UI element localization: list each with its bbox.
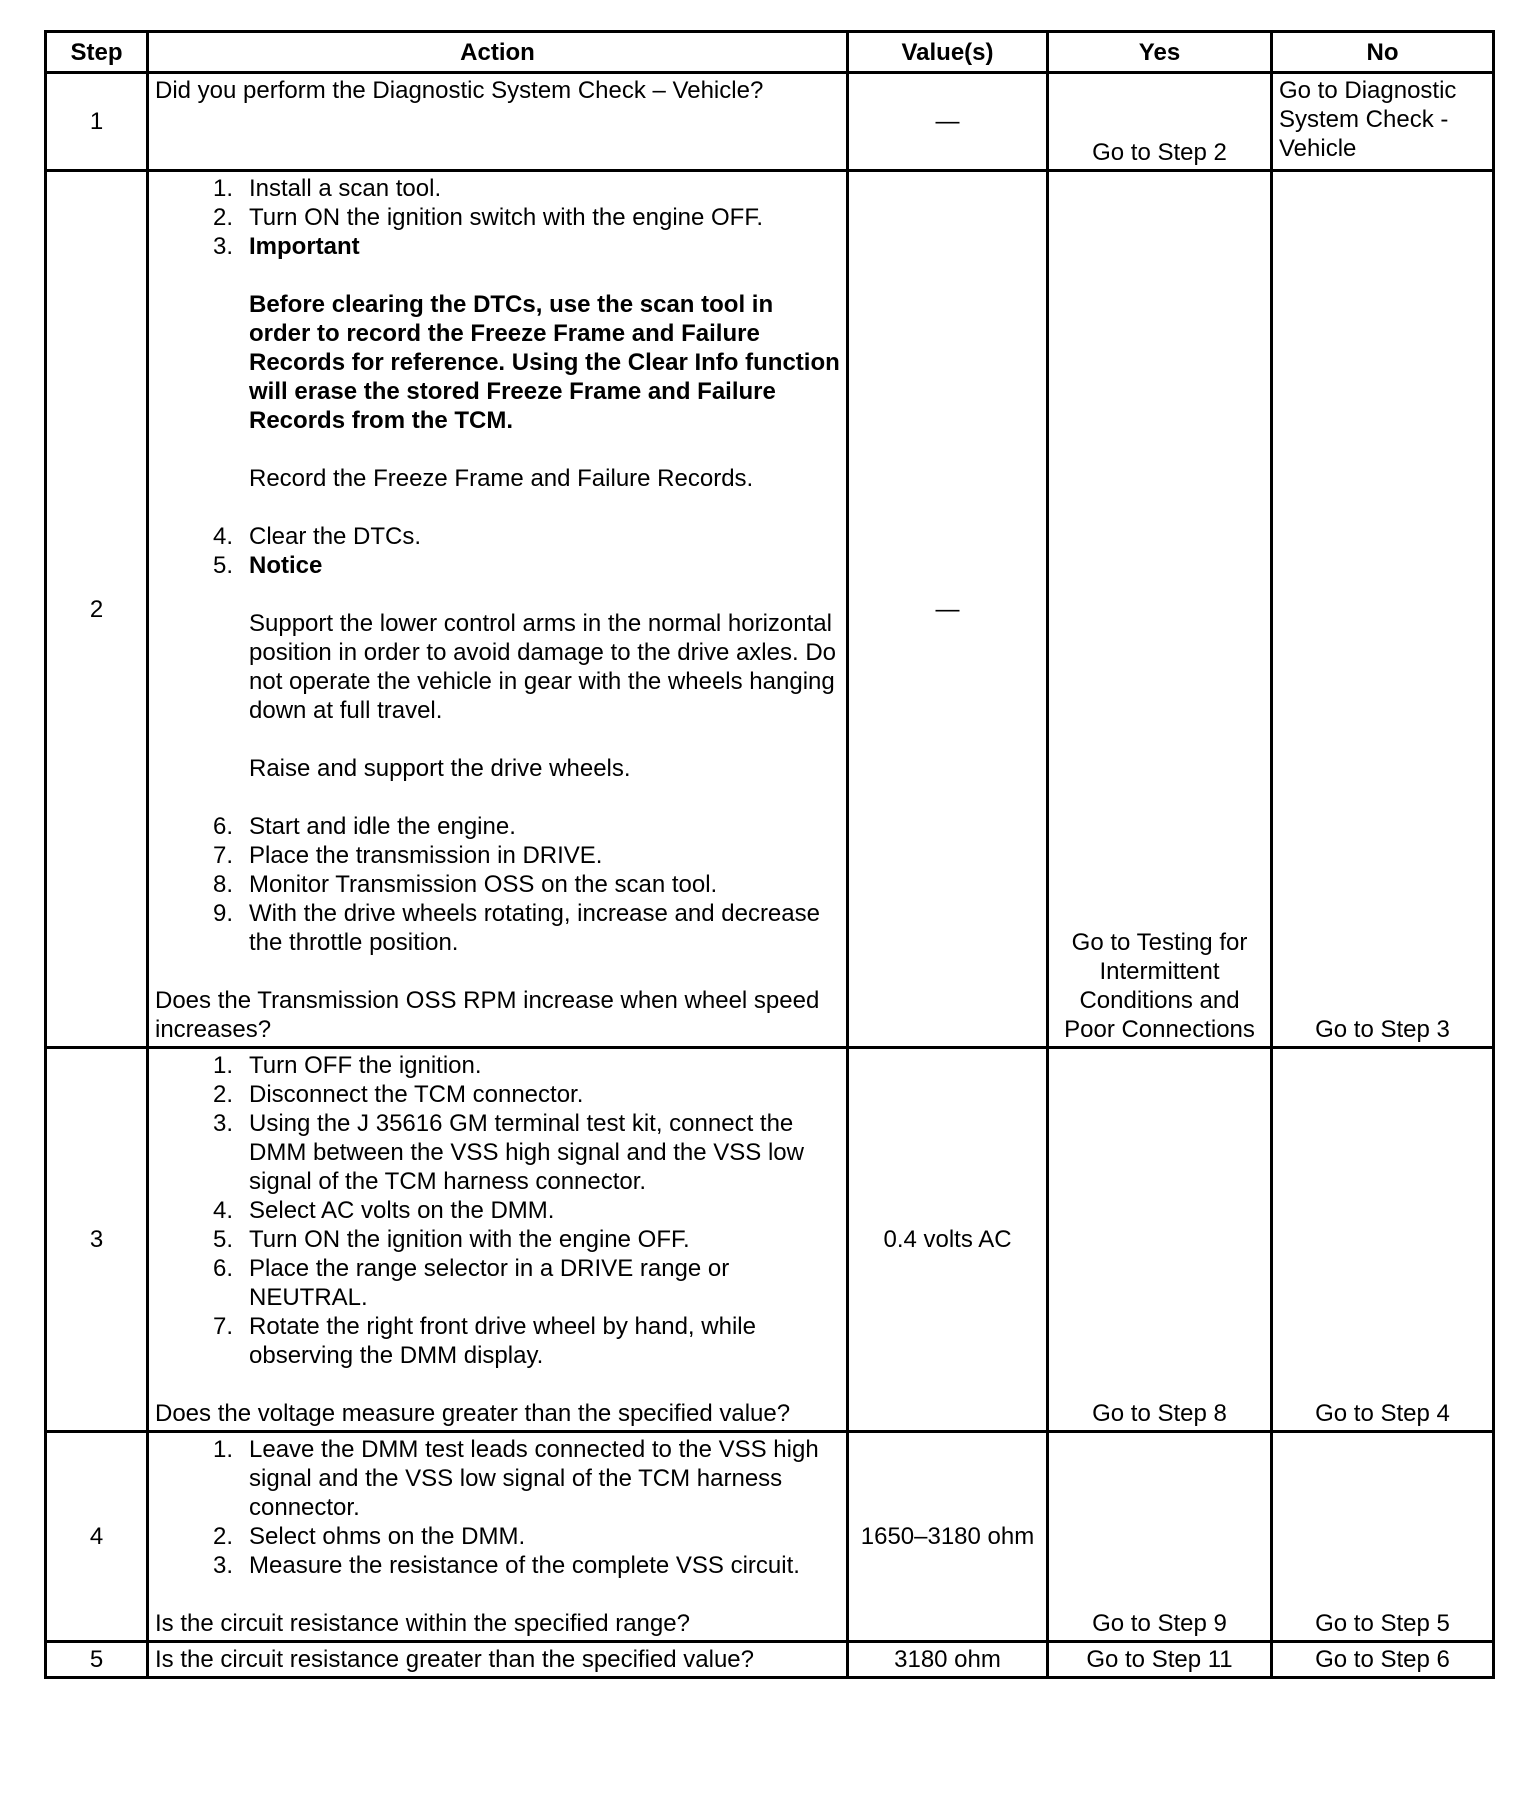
table-row — [46, 1048, 1494, 1432]
list-item: 4. Clear the DTCs. — [212, 523, 422, 550]
action-cell — [148, 1642, 848, 1678]
value-cell: 3180 ohm — [848, 1642, 1048, 1678]
action-cell — [148, 73, 848, 171]
list-item: 3. Using the J 35616 GM terminal test kit, connect the DMM between the VSS high signal and the VSS low signal of the TCM harness connector. — [212, 1110, 804, 1195]
important-label: Important — [249, 233, 360, 260]
yes-cell: Go to Step 8 — [1048, 1048, 1272, 1432]
list-item: 2. Turn ON the ignition switch with the engine OFF. — [212, 204, 764, 231]
yes-cell: Go to Step 9 — [1048, 1432, 1272, 1642]
step-number: 1 — [46, 73, 148, 171]
action-cell — [148, 1432, 848, 1642]
list-item: 8. Monitor Transmission OSS on the scan tool. — [212, 871, 718, 898]
list-item: 1. Install a scan tool. — [212, 175, 442, 202]
table-row — [46, 1432, 1494, 1642]
action-question: Does the voltage measure greater than the specified value? — [155, 1400, 791, 1427]
diagnostic-table — [44, 30, 1495, 1679]
action-question: Does the Transmission OSS RPM increase when wheel speed increases? — [155, 987, 820, 1043]
list-item: 1. Leave the DMM test leads connected to the VSS high signal and the VSS low signal of the TCM harness connector. — [212, 1436, 819, 1521]
action-cell — [148, 171, 848, 1048]
no-cell: Go to Step 6 — [1272, 1642, 1494, 1678]
header-action: Action — [148, 32, 848, 73]
no-cell: Go to Diagnostic System Check - Vehicle — [1272, 73, 1494, 171]
header-values: Value(s) — [848, 32, 1048, 73]
yes-cell: Go to Step 2 — [1048, 73, 1272, 171]
notice-action: Raise and support the drive wheels. — [249, 755, 631, 782]
list-item: 6. Place the range selector in a DRIVE range or NEUTRAL. — [212, 1255, 730, 1311]
table-row — [46, 1642, 1494, 1678]
yes-cell: Go to Testing for Intermittent Conditions and Poor Connections — [1048, 171, 1272, 1048]
list-item: 3. Important — [155, 232, 840, 261]
action-question: Is the circuit resistance greater than the specified value? — [155, 1646, 754, 1673]
table-row — [46, 73, 1494, 171]
step-number: 3 — [46, 1048, 148, 1432]
list-item: 9. With the drive wheels rotating, increase and decrease the throttle position. — [212, 900, 820, 956]
action-cell — [148, 1048, 848, 1432]
no-cell: Go to Step 5 — [1272, 1432, 1494, 1642]
value-cell: — — [848, 73, 1048, 171]
step-number: 4 — [46, 1432, 148, 1642]
yes-cell: Go to Step 11 — [1048, 1642, 1272, 1678]
step-number: 2 — [46, 171, 148, 1048]
step-number: 5 — [46, 1642, 148, 1678]
no-cell: Go to Step 3 — [1272, 171, 1494, 1048]
header-yes: Yes — [1048, 32, 1272, 73]
important-action: Record the Freeze Frame and Failure Records. — [249, 465, 754, 492]
header-no: No — [1272, 32, 1494, 73]
no-cell: Go to Step 4 — [1272, 1048, 1494, 1432]
notice-label: Notice — [249, 552, 323, 579]
list-item: 4. Select AC volts on the DMM. — [212, 1197, 555, 1224]
list-item: 2. Disconnect the TCM connector. — [212, 1081, 584, 1108]
list-item: 1. Turn OFF the ignition. — [212, 1052, 482, 1079]
list-item: 7. Rotate the right front drive wheel by hand, while observing the DMM display. — [212, 1313, 756, 1369]
value-cell: 0.4 volts AC — [848, 1048, 1048, 1432]
list-item: 5. Turn ON the ignition with the engine OFF. — [212, 1226, 690, 1253]
list-item: 3. Measure the resistance of the complete VSS circuit. — [212, 1552, 800, 1579]
header-row — [46, 32, 1494, 73]
important-note: Before clearing the DTCs, use the scan tool in order to record the Freeze Frame and Failure Records for reference. Using the Clear Info function will erase the stored Freeze Frame and Failure Records from the TCM. — [249, 291, 840, 434]
table-row — [46, 171, 1494, 1048]
action-question: Did you perform the Diagnostic System Check – Vehicle? — [155, 77, 764, 104]
list-item: 5. Notice — [155, 551, 840, 580]
list-item: 6. Start and idle the engine. — [212, 813, 516, 840]
header-step: Step — [46, 32, 148, 73]
notice-note: Support the lower control arms in the normal horizontal position in order to avoid damage to the drive axles. Do not operate the vehicle in gear with the wheels hanging down at full travel. — [249, 610, 837, 724]
value-cell: 1650–3180 ohm — [848, 1432, 1048, 1642]
action-question: Is the circuit resistance within the specified range? — [155, 1610, 690, 1637]
list-item: 7. Place the transmission in DRIVE. — [212, 842, 603, 869]
value-cell: — — [848, 171, 1048, 1048]
list-item: 2. Select ohms on the DMM. — [212, 1523, 526, 1550]
